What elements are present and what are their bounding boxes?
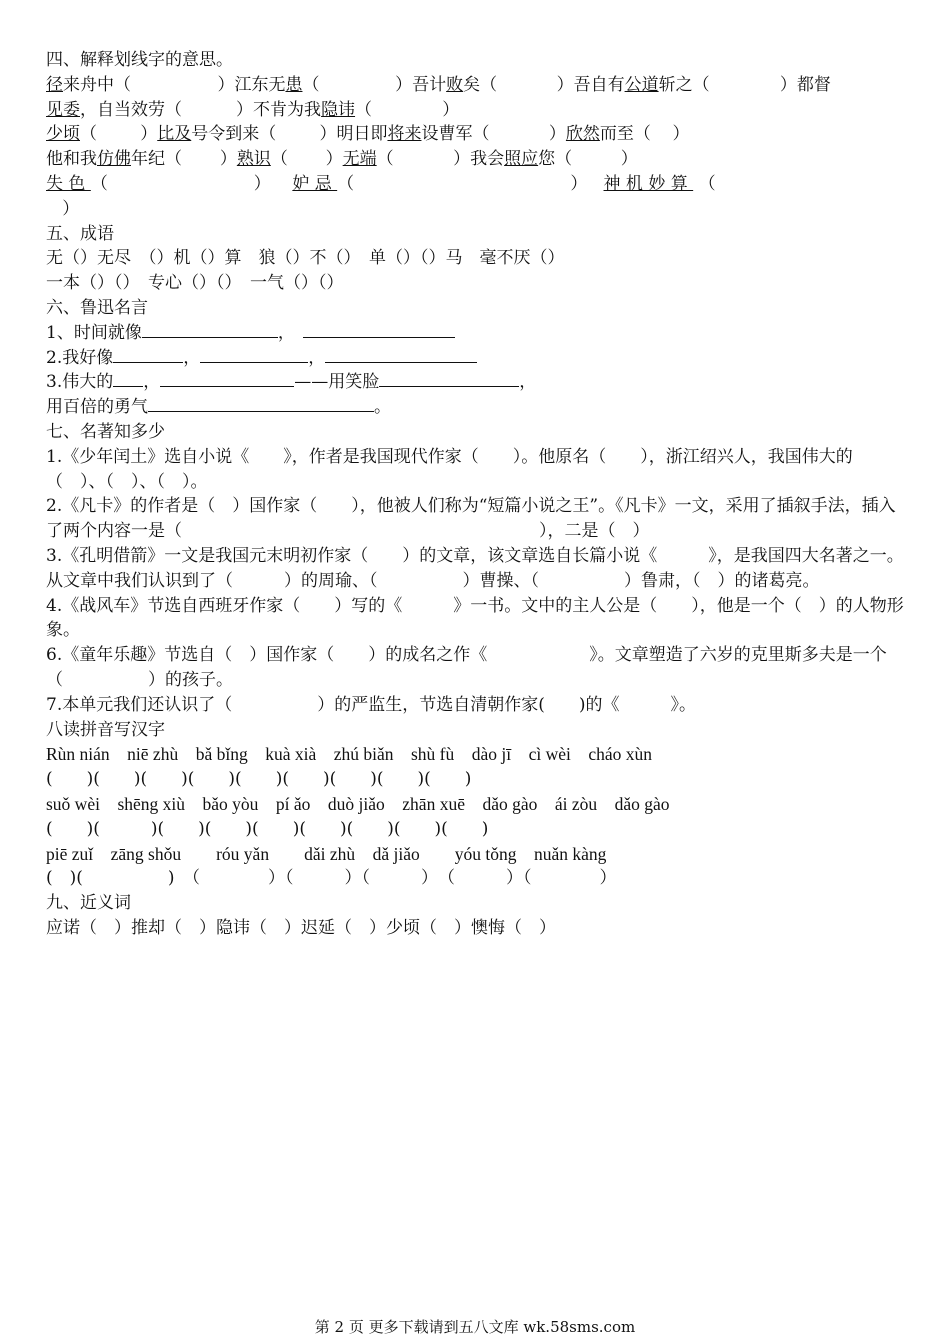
question-3: 3.《孔明借箭》一文是我国元末明初作家（ ）的文章，该文章选自长篇小说《 》，是我国四大名著之一。从文章中我们认识到了（ ）的周瑜、（ ）曹操、（ ）鲁肃，（ ）的诸葛亮。 (46, 545, 904, 591)
question-2: 2.《凡卡》的作者是（ ）国作家（ ），他被人们称为“短篇小说之王”。《凡卡》一文，采用了插叙手法，插入了两个内容一是（ ），二是（ ） (46, 496, 896, 542)
section-4-row-1: 径来舟中（ ）江东无患（ ）吾计败矣（ ）吾自有公道斩之（ ）都督 (46, 74, 831, 95)
underlined-word: 照应 (504, 149, 539, 170)
section-8-title: 八读拼音写汉字 (46, 719, 165, 740)
section-4-row-5: 失 色 （ ） 妒 忌 （ ） 神 机 妙 算 （ (46, 173, 716, 194)
synonym-row: 应诺（ ）推却（ ）隐讳（ ）迟延（ ）少顷（ ）懊悔（ ） (46, 917, 556, 938)
pinyin-row-1: Rùn nián niē zhù bǎ bǐng kuà xià zhú biǎn shù fù dào jī cì wèi cháo xùn (46, 744, 653, 765)
answer-blank[interactable] (142, 321, 278, 338)
answer-brackets-1: ( )( )( )( )( )( )( )( )( ) (46, 769, 472, 790)
question-7: 7.本单元我们还认识了（ ）的严监生，节选自清朝作家( )的《 》。 (46, 694, 696, 715)
underlined-word: 败 (446, 74, 464, 95)
section-7-title: 七、名著知多少 (46, 421, 165, 442)
quote-2: 2.我好像 ， ， (46, 346, 904, 371)
underlined-word: 妒 忌 (292, 173, 338, 194)
underlined-word: 比及 (157, 124, 192, 145)
underlined-word: 将来 (387, 124, 422, 145)
answer-blank[interactable] (113, 370, 143, 387)
question-1: 1.《少年闰土》选自小说《 》，作者是我国现代作家（ ）。他原名（ ），浙江绍兴人，我国伟大的（ ）、（ ）、（ ）。 (46, 446, 853, 492)
answer-brackets-2: ( )( )( )( )( )( )( )( )( ) (46, 818, 489, 839)
underlined-word: 神 机 妙 算 (603, 173, 694, 194)
underlined-word: 隐讳 (321, 99, 356, 120)
section-4-row-2: 见委，自当效劳（ ）不肯为我隐讳（ ） (46, 99, 460, 120)
underlined-word: 欣然 (565, 124, 600, 145)
quote-1: 1、时间就像 ， (46, 321, 904, 346)
underlined-word: 患 (285, 74, 303, 95)
section-9-title: 九、近义词 (46, 893, 131, 914)
worksheet-page (46, 48, 904, 941)
idiom-row-2: 一本（）（） 专心（）（） 一气（）（） (46, 273, 344, 294)
answer-blank[interactable] (325, 346, 477, 363)
answer-blank[interactable] (200, 346, 308, 363)
pinyin-row-3: piē zuǐ zāng shǒu róu yǎn dǎi zhù dǎ jiǎo yóu tǒng nuǎn kàng (46, 843, 607, 864)
question-6: 6.《童年乐趣》节选自（ ）国作家（ ）的成名之作《 》。文章塑造了六岁的克里斯多夫是一个（ ）的孩子。 (46, 645, 887, 690)
section-4-row-6: ） (62, 198, 80, 219)
answer-blank[interactable] (113, 346, 183, 363)
question-4: 4.《战风车》节选自西班牙作家（ ）写的《 》一书。文中的主人公是（ ），他是一个（ ）的人物形象。 (46, 595, 904, 641)
section-4-row-4: 他和我仿佛年纪（ ）熟识（ ）无端（ ）我会照应您（ ） (46, 149, 638, 170)
underlined-word: 见委 (46, 99, 80, 120)
underlined-word: 无端 (342, 149, 377, 170)
answer-blank[interactable] (379, 370, 519, 387)
quote-3: 3.伟大的 ， ——用笑脸 ， (46, 372, 537, 393)
section-4-title: 四、解释划线字的意思。 (46, 50, 233, 70)
idiom-row-1: 无（）无尽 （）机（）算 狼（）不（） 单（）（）马 毫不厌（） (46, 248, 565, 269)
page-footer: 第 2 页 更多下载请到五八文库 wk.58sms.com (314, 1318, 636, 1336)
pinyin-row-2: suǒ wèi shēng xiù bǎo yòu pí ǎo duò jiǎo zhān xuē dǎo gào ái zòu dǎo gào (46, 793, 670, 814)
quote-4: 用百倍的勇气 。 (46, 397, 391, 418)
section-6-title: 六、鲁迅名言 (46, 297, 148, 318)
answer-blank[interactable] (160, 370, 294, 387)
answer-brackets-3: ( )( ) （ ）（ ）（ ） （ ）（ ） (46, 868, 617, 889)
underlined-word: 径 (46, 74, 63, 95)
underlined-word: 熟识 (236, 149, 271, 170)
underlined-word: 仿佛 (97, 149, 131, 170)
answer-blank[interactable] (148, 395, 374, 412)
section-5-title: 五、成语 (46, 223, 114, 244)
answer-blank[interactable] (303, 321, 455, 338)
underlined-word: 少顷 (46, 124, 80, 145)
underlined-word: 公道 (624, 74, 659, 95)
underlined-word: 失 色 (46, 173, 91, 194)
section-4-row-3: 少顷（ ）比及号令到来（ ）明日即将来设曹军（ ）欣然而至（ ） (46, 124, 690, 145)
